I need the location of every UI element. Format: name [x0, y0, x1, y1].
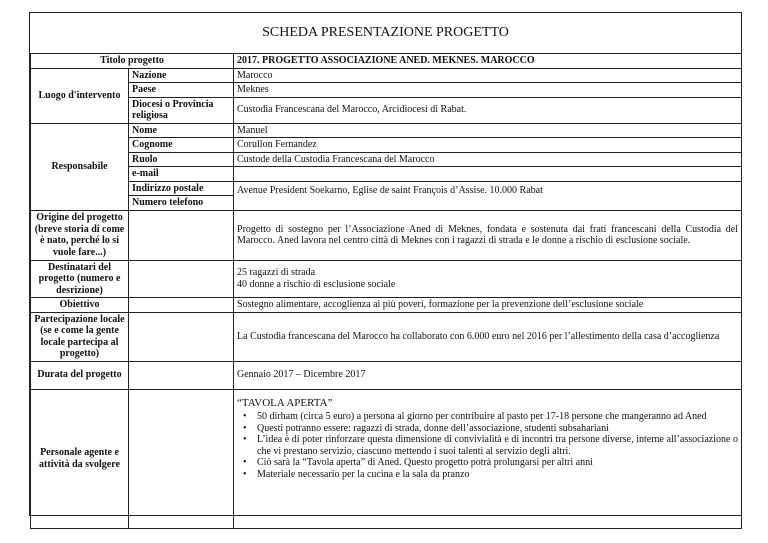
luogo-label: Luogo d'intervento: [31, 68, 129, 123]
nome-value: Manuel: [234, 123, 742, 138]
durata-value: Gennaio 2017 – Dicembre 2017: [234, 361, 742, 389]
obiettivo-value: Sostegno alimentare, accoglienza ai più poveri, formazione per la prevenzione dell’esclusione sociale: [234, 298, 742, 313]
email-value: [234, 167, 742, 182]
personale-label: Personale agente e attività da svolgere: [31, 389, 129, 528]
diocesi-label: Diocesi o Provincia religiosa: [129, 97, 234, 123]
personale-value: [234, 389, 742, 528]
origine-spacer: [129, 210, 234, 260]
row-ruolo: [31, 152, 742, 167]
bullet-item: • L’idea è di poter rinforzare questa dimensione di convivialità e di incontri tra persone diverse, interne all’associazione o che vi prestano servizio, ciascuno mettendo i suoi talenti al servizio degli altri.: [257, 434, 738, 457]
row-nome: [31, 123, 742, 138]
paese-value: Meknes: [234, 83, 742, 98]
obiettivo-spacer: [129, 298, 234, 313]
bullet-item: • Materiale necessario per la cucina e la sala da pranzo: [257, 469, 738, 481]
ruolo-value: Custode della Custodia Francescana del Marocco: [234, 152, 742, 167]
row-email: [31, 167, 742, 182]
document-title: SCHEDA PRESENTAZIONE PROGETTO: [262, 25, 509, 40]
partecipazione-spacer: [129, 312, 234, 361]
row-cognome: [31, 138, 742, 153]
project-sheet: [29, 12, 742, 516]
row-obiettivo: [31, 298, 742, 313]
partecipazione-label: Partecipazione locale (se e come la gente locale partecipa al progetto): [31, 312, 129, 361]
row-titolo: [31, 54, 742, 69]
origine-value: Progetto di sostegno per l’Associazione Aned di Meknes, fondata e sostenuta dai frati francescani della Custodia del Marocco. Aned lavora nel centro città di Meknes con i ragazzi di strada e le donne a rischio di esclusione sociale.: [234, 210, 742, 260]
row-partecipazione: [31, 312, 742, 361]
row-durata: [31, 361, 742, 389]
titolo-value: 2017. PROGETTO ASSOCIAZIONE ANED. MEKNES. MAROCCO: [234, 54, 742, 69]
durata-spacer: [129, 361, 234, 389]
bullet-item: • Ciò sarà la “Tavola aperta” di Aned. Questo progetto potrà prolungarsi per altri anni: [257, 457, 738, 469]
nome-label: Nome: [129, 123, 234, 138]
row-indirizzo: [31, 181, 742, 196]
nazione-label: Nazione: [129, 68, 234, 83]
indirizzo-value: Avenue President Soekarno, Eglise de saint François d’Assise. 10.000 Rabat: [234, 181, 742, 210]
cognome-label: Cognome: [129, 138, 234, 153]
destinatari-line-2: 40 donne a rischio di esclusione sociale: [237, 278, 396, 290]
destinatari-line-1: 25 ragazzi di strada: [237, 267, 316, 279]
bullet-item: • Questi potranno essere: ragazzi di strada, donne dell’associazione, studenti subsahariani: [257, 423, 738, 435]
row-personale: [31, 389, 742, 528]
personale-spacer: [129, 389, 234, 528]
row-destinatari: [31, 260, 742, 298]
paese-label: Paese: [129, 83, 234, 98]
diocesi-value: Custodia Francescana del Marocco, Arcidiocesi di Rabat.: [234, 97, 742, 123]
destinatari-label: Destinatari del progetto (numero e desrizione): [31, 260, 129, 298]
project-table: [30, 53, 742, 529]
row-origine: [31, 210, 742, 260]
personale-heading: “TAVOLA APERTA”: [237, 396, 333, 409]
row-diocesi: [31, 97, 742, 123]
obiettivo-label: Obiettivo: [31, 298, 129, 313]
origine-label: Origine del progetto (breve storia di come è nato, perché lo si vuole fare...): [31, 210, 129, 260]
personale-bullet-list: [237, 411, 738, 480]
email-label: e-mail: [129, 167, 234, 182]
destinatari-spacer: [129, 260, 234, 298]
row-paese: [31, 83, 742, 98]
nazione-value: Marocco: [234, 68, 742, 83]
telefono-label: Numero telefono: [129, 196, 234, 211]
indirizzo-label: Indirizzo postale: [129, 181, 234, 196]
partecipazione-value: La Custodia francescana del Marocco ha collaborato con 6.000 euro nel 2016 per l’allestimento della casa d’accoglienza: [234, 312, 742, 361]
durata-label: Durata del progetto: [31, 361, 129, 389]
destinatari-value: [234, 260, 742, 298]
cognome-value: Corullon Fernandez: [234, 138, 742, 153]
responsabile-label: Responsabile: [31, 123, 129, 210]
bullet-item: • 50 dirham (circa 5 euro) a persona al giorno per contribuire al pasto per 17-18 persone che mangeranno ad Aned: [257, 411, 738, 423]
titolo-label: Titolo progetto: [31, 54, 234, 69]
ruolo-label: Ruolo: [129, 152, 234, 167]
row-nazione: [31, 68, 742, 83]
